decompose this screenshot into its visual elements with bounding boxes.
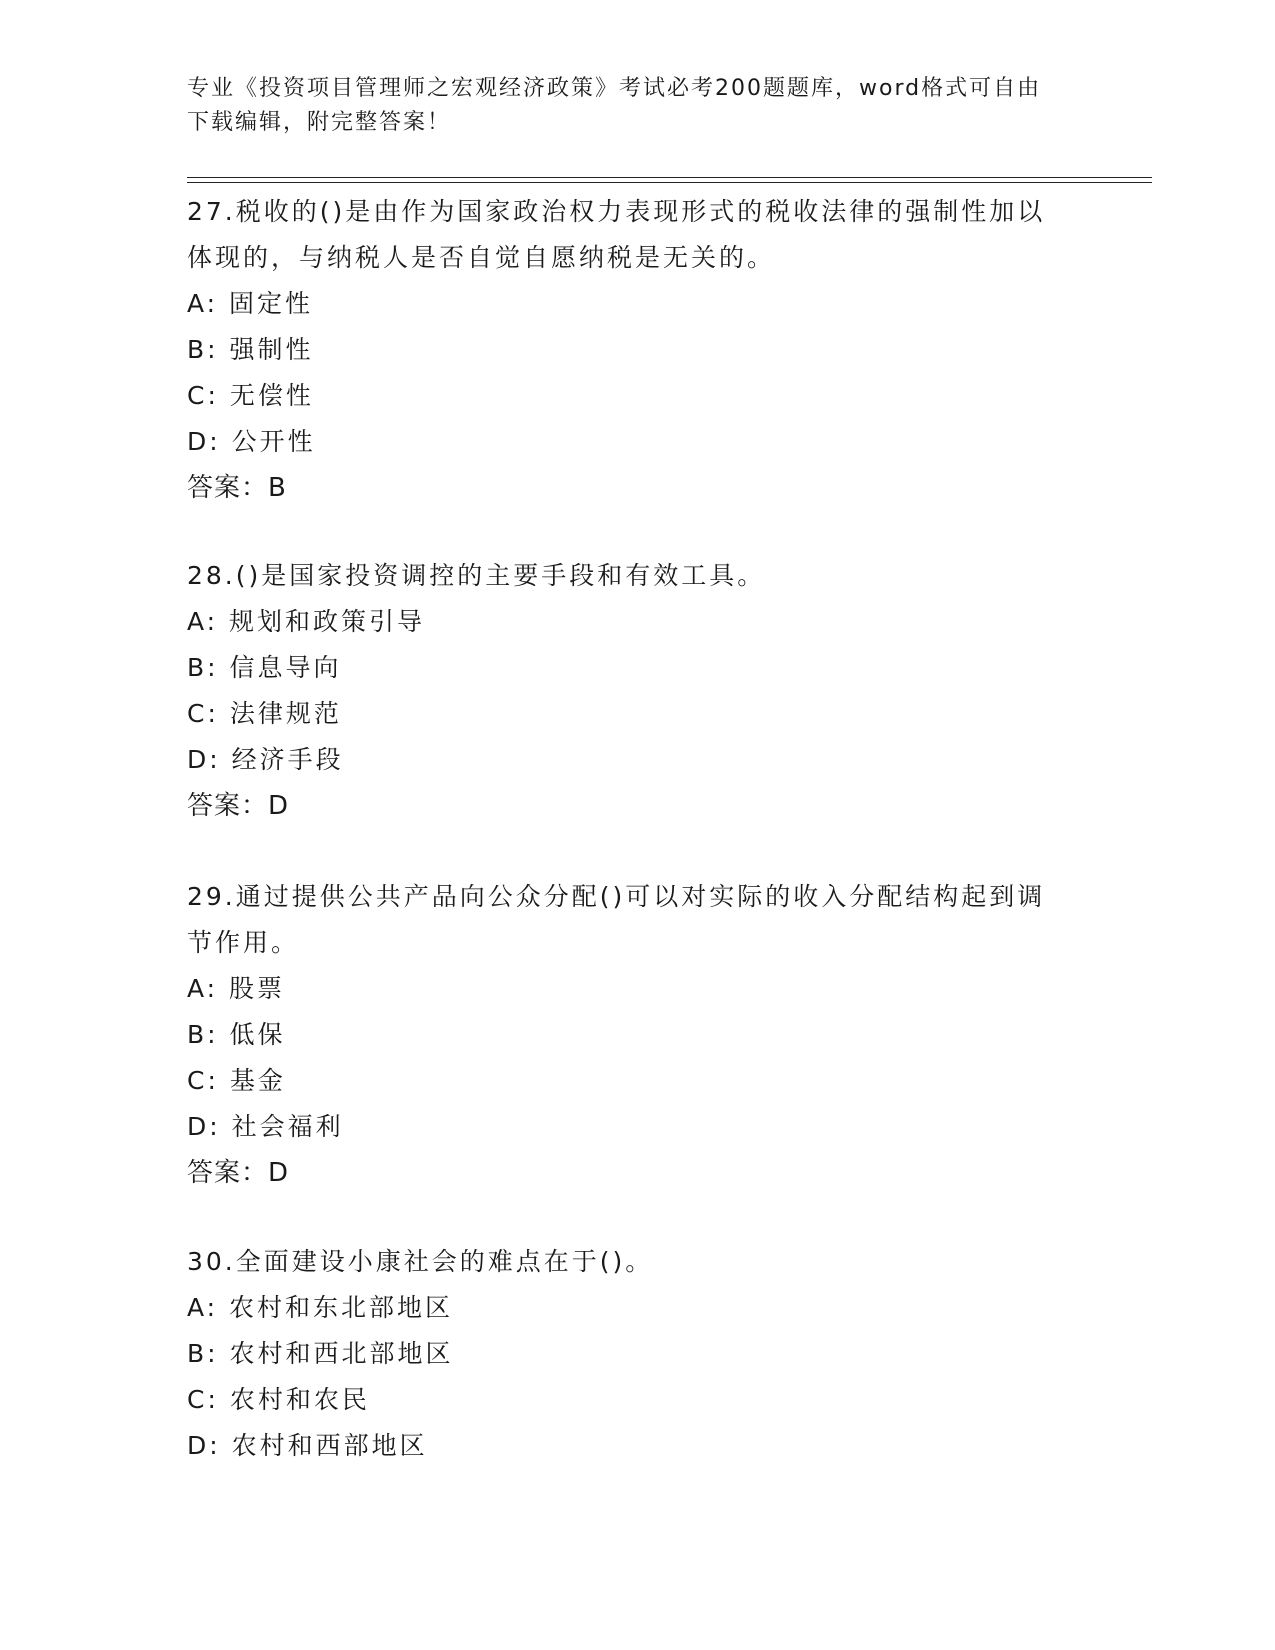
option-c: C: 基金	[187, 1066, 286, 1095]
option-a: A: 农村和东北部地区	[187, 1293, 454, 1322]
question-stem: 27.税收的()是由作为国家政治权力表现形式的税收法律的强制性加以 体现的，与纳税人是否自觉自愿纳税是无关的。	[187, 197, 1046, 272]
answer-text: 答案：D	[187, 1158, 290, 1188]
option-b: B: 农村和西北部地区	[187, 1339, 454, 1368]
question-block	[187, 1239, 1087, 1469]
question-stem: 30.全面建设小康社会的难点在于()。	[187, 1247, 654, 1276]
answer-text: 答案：D	[187, 791, 290, 821]
header-divider-top	[187, 177, 1152, 178]
option-d: D: 经济手段	[187, 745, 344, 774]
option-c: C: 无偿性	[187, 381, 314, 410]
question-block	[187, 553, 1087, 829]
option-b: B: 低保	[187, 1020, 286, 1049]
question-stem: 29.通过提供公共产品向公众分配()可以对实际的收入分配结构起到调 节作用。	[187, 882, 1046, 957]
answer-text: 答案：B	[187, 473, 287, 503]
header-divider-bottom	[187, 182, 1152, 183]
option-a: A: 股票	[187, 974, 286, 1003]
option-a: A: 规划和政策引导	[187, 607, 426, 636]
option-d: D: 社会福利	[187, 1112, 344, 1141]
question-stem: 28.()是国家投资调控的主要手段和有效工具。	[187, 561, 766, 590]
document-header: 专业《投资项目管理师之宏观经济政策》考试必考200题题库，word格式可自由 下载编辑，附完整答案！	[187, 76, 1042, 135]
option-b: B: 信息导向	[187, 653, 342, 682]
option-d: D: 公开性	[187, 427, 316, 456]
option-a: A: 固定性	[187, 289, 314, 318]
option-b: B: 强制性	[187, 335, 314, 364]
option-c: C: 法律规范	[187, 699, 342, 728]
question-block	[187, 189, 1087, 511]
option-d: D: 农村和西部地区	[187, 1431, 428, 1460]
option-c: C: 农村和农民	[187, 1385, 370, 1414]
question-block	[187, 874, 1087, 1196]
